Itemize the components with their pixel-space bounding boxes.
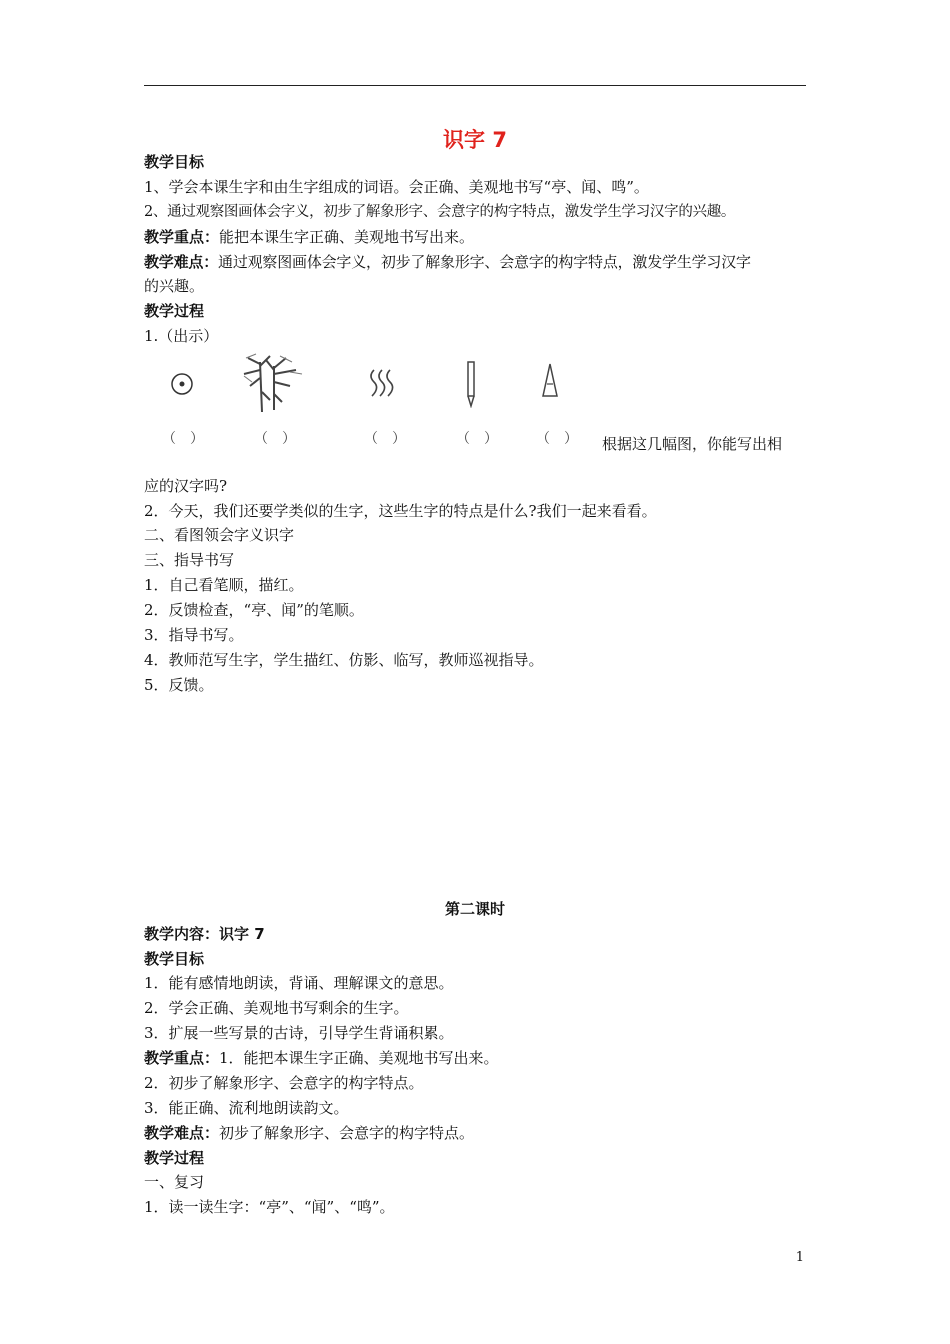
page-number: 1 [795, 1250, 804, 1265]
brush-pictograph-icon [464, 360, 478, 408]
lesson2-key-text: 1．能把本课生字正确、美观地书写出来。 [219, 1049, 499, 1067]
lesson2-goal-1: 1．能有感情地朗读，背诵、理解课文的意思。 [144, 974, 454, 992]
difficulty-label: 教学难点： [144, 253, 219, 271]
lesson2-goal-3: 3．扩展一些写景的古诗，引导学生背诵积累。 [144, 1024, 454, 1042]
question-line-1: 根据这几幅图，你能写出相 [602, 435, 783, 453]
lesson2-key-label: 教学重点： [144, 1049, 220, 1067]
answer-blank-1: （ ） [162, 431, 204, 447]
writing-step-5: 5．反馈。 [144, 676, 214, 694]
difficulty [144, 252, 751, 272]
writing-step-4: 4．教师范写生字，学生描红、仿影、临写，教师巡视指导。 [144, 651, 544, 669]
answer-blank-2: （ ） [254, 431, 296, 447]
writing-step-1: 1．自己看笔顺，描红。 [144, 576, 304, 594]
lesson2-goals-heading: 教学目标 [144, 950, 205, 968]
header-rule [144, 85, 806, 86]
bamboo-pictograph-icon [240, 352, 310, 414]
lesson2-diff-label: 教学难点： [144, 1124, 220, 1142]
goals-heading: 教学目标 [144, 153, 205, 171]
page-title: 识字 7 [443, 128, 507, 152]
lesson2-process-heading: 教学过程 [144, 1149, 205, 1167]
part-2: 二、看图领会字义识字 [144, 526, 295, 544]
answer-blank-5: （ ） [536, 431, 578, 447]
key-point-label: 教学重点： [144, 228, 220, 246]
lesson2-goal-2: 2．学会正确、美观地书写剩余的生字。 [144, 999, 409, 1017]
lesson2-key-2: 2．初步了解象形字、会意字的构字特点。 [144, 1074, 424, 1092]
writing-step-3: 3．指导书写。 [144, 626, 244, 644]
steam-pictograph-icon [364, 366, 398, 404]
process-heading: 教学过程 [144, 302, 205, 320]
sun-pictograph-icon [168, 370, 196, 398]
lesson2-content: 教学内容：识字 7 [144, 925, 265, 943]
goal-1: 1、学会本课生字和由生字组成的词语。会正确、美观地书写“亭、闻、鸣”。 [144, 178, 649, 196]
lesson2-review: 一、复习 [144, 1173, 205, 1191]
writing-step-2: 2．反馈检查，“亭、闻”的笔顺。 [144, 601, 364, 619]
lesson2-diff-text: 初步了解象形字、会意字的构字特点。 [219, 1124, 475, 1142]
difficulty-cont: 的兴趣。 [144, 277, 205, 295]
mountain-pictograph-icon [540, 362, 560, 400]
lesson2-review-1: 1．读一读生字：“亭”、“闻”、“鸣”。 [144, 1198, 395, 1216]
part-3: 三、指导书写 [144, 551, 235, 569]
difficulty-text: 通过观察图画体会字义，初步了解象形字、会意字的构字特点，激发学生学习汉字 [218, 253, 751, 271]
answer-blank-4: （ ） [456, 431, 498, 447]
answer-blank-3: （ ） [364, 431, 406, 447]
key-point-text: 能把本课生字正确、美观地书写出来。 [219, 228, 475, 246]
lesson2-key-point [144, 1048, 499, 1068]
lesson2-heading: 第二课时 [444, 900, 505, 918]
question-line-2: 应的汉字吗? [144, 477, 228, 495]
lesson2-difficulty [144, 1123, 474, 1143]
lesson2-key-3: 3．能正确、流利地朗读韵文。 [144, 1099, 349, 1117]
goal-2: 2、通过观察图画体会字义，初步了解象形字、会意字的构字特点，激发学生学习汉字的兴趣。 [144, 204, 736, 220]
step-1: 1.（出示） [144, 327, 219, 345]
key-point [144, 227, 474, 247]
step-2: 2．今天，我们还要学类似的生字，这些生字的特点是什么?我们一起来看看。 [144, 502, 657, 520]
